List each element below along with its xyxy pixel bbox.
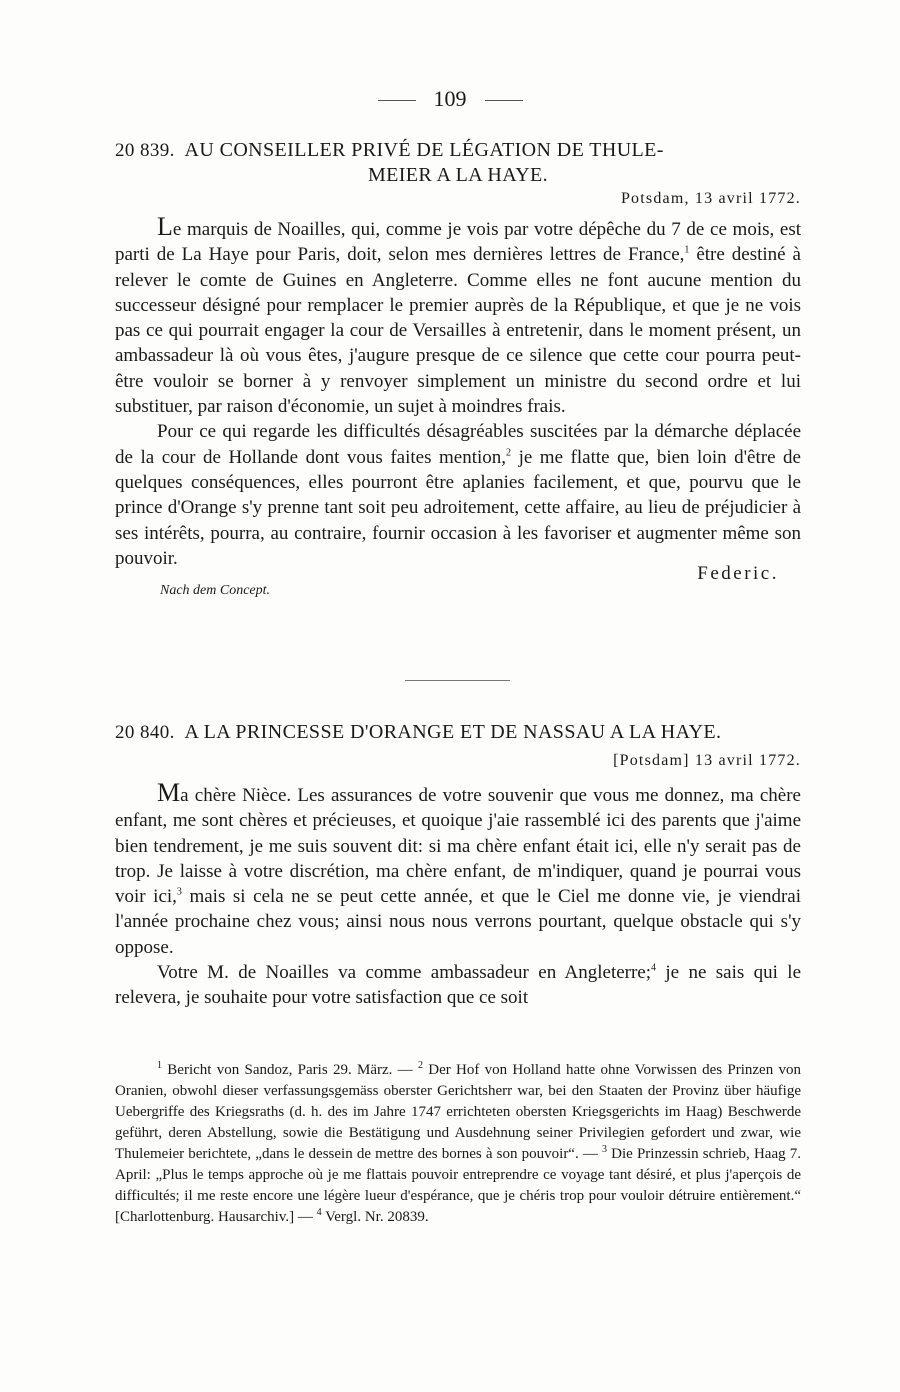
letter1-body <box>115 214 801 599</box>
page-number-rule-right <box>485 100 523 101</box>
letter2-place: [Potsdam] <box>613 752 690 769</box>
letter1-heading <box>115 138 801 187</box>
footnotes <box>115 1060 801 1228</box>
letter1-paragraph-1: Le marquis de Noailles, qui, comme je vois par votre dépêche du 7 de ce mois, est parti de La Haye pour Paris, doit, selon mes dernières lettres de France,$^1$ être destiné à relever le comte de Guines en Angleterre. Comme elles ne font aucune mention du successeur désigné pour remplacer le premier auprès de la République, et que je ne vois pas ce qui pourrait engager la cour de Versailles à entretenir, dans le moment présent, un ambassadeur là où vous êtes, j'augure presque de ce silence que cette cour pourra peut-être vouloir se borner à y renvoyer simplement un ministre du second ordre et lui substituer, par raison d'économie, un sujet à moindres frais. <box>115 212 801 418</box>
letter1-number: 20 839. <box>115 140 175 161</box>
letter1-signature: Federic. <box>697 563 779 585</box>
footnote-mark-4: 4 <box>316 1207 322 1218</box>
letter1-place: Potsdam, <box>620 190 690 207</box>
letter2-heading <box>115 720 801 745</box>
letter2-title: A LA PRINCESSE D'ORANGE ET DE NASSAU A LA HAYE. <box>184 721 722 743</box>
letter2-paragraph-1: Ma chère Nièce. Les assurances de votre souvenir que vous me donnez, ma chère enfant, me sont chères et précieuses, et quoique j'aie rassemblé ici des parents que j'aime bien tendrement, je me suis souvent dit: si ma chère enfant était ici, elle n'y serait pas de trop. Je laisse à votre discrétion, ma chère enfant, de m'indiquer, quand je pourrai vous voir ici,$^3$ mais si cela ne se peut cette année, et que le Ciel me donne vie, je viendrai l'année prochaine chez vous; ainsi nous nous verrons pourtant, quelque obstacle qui s'y oppose. <box>115 778 801 958</box>
letter2-number: 20 840. <box>115 722 175 743</box>
footnote-block <box>115 1060 801 1228</box>
letter2-dropcap: M <box>157 778 181 807</box>
footnote-mark-3: 3 <box>602 1144 607 1155</box>
section-divider <box>405 680 510 681</box>
page-number-rule-left <box>378 100 416 101</box>
letter1-title-line2: MEIER A LA HAYE. <box>367 164 549 186</box>
footnote-mark-2: 2 <box>417 1060 423 1071</box>
footnote-3: Die Prinzessin schrieb, Haag 7. April: „Plus le temps approche où je me flattais pouvoir entreprendre ce voyage tant désiré, et plus j'aperçois de difficultés; il me reste encore une légère lueur d'espérance, que je chéris trop pour vouloir détruire entièrement.“ [Charlottenburg. Hausarchiv.] — <box>115 1146 801 1225</box>
letter1-dateline <box>115 190 801 208</box>
page-number-line <box>0 86 900 112</box>
footnote-2: Der Hof von Holland hatte ohne Vorwissen des Prinzen von Oranien, obwohl dieser verfassungsgemäss oberster Gerichtsherr war, bei den Staaten der Provinz über häufige Uebergriffe des Kriegsraths (d. h. des im Jahre 1747 errichteten obersten Kriegsgerichts im Haag) Beschwerde geführt, deren Abstellung, sowie die Bestätigung und Ausdehnung seiner Privilegien gefordert und zwar, wie Thulemeier berichtete, „dans le dessein de mettre des bornes à son pouvoir“. — <box>115 1062 801 1162</box>
footnote-1: Bericht von Sandoz, Paris 29. März. — <box>162 1062 418 1078</box>
letter1-title-line1: AU CONSEILLER PRIVÉ DE LÉGATION DE THULE- <box>184 139 664 161</box>
letter1-date: 13 avril 1772. <box>694 190 801 207</box>
footnote-ref-1: 1 <box>684 244 690 256</box>
page-number: 109 <box>433 86 467 111</box>
letter2-date: 13 avril 1772. <box>694 752 801 769</box>
footnote-ref-4: 4 <box>651 962 657 974</box>
letter1-dropcap: L <box>157 212 173 241</box>
footnote-ref-2: 2 <box>506 447 512 459</box>
letter1-source-note: Nach dem Concept. <box>160 583 271 599</box>
letter2-dateline <box>115 752 801 770</box>
letter1-paragraph-2: Pour ce qui regarde les difficultés désagréables suscitées par la démarche déplacée de la cour de Hollande dont vous faites mention,$^2$ je me flatte que, bien loin d'être de quelques conséquences, elles pourront être aplanies facilement, et que, pourvu que le prince d'Orange s'y prenne tant soit peu adroitement, cette affaire, au lieu de préjudicier à ses intérêts, pourra, au contraire, fournir occasion à les favoriser et augmenter même son pouvoir. <box>115 421 801 569</box>
footnote-4: Vergl. Nr. 20839. <box>321 1209 429 1225</box>
footnote-mark-1: 1 <box>157 1060 162 1071</box>
letter2-paragraph-2: Votre M. de Noailles va comme ambassadeur en Angleterre;$^4$ je ne sais qui le relevera, je souhaite pour votre satisfaction que ce soit <box>115 962 801 1009</box>
footnote-ref-3: 3 <box>176 886 182 898</box>
letter2-body <box>115 780 801 1011</box>
